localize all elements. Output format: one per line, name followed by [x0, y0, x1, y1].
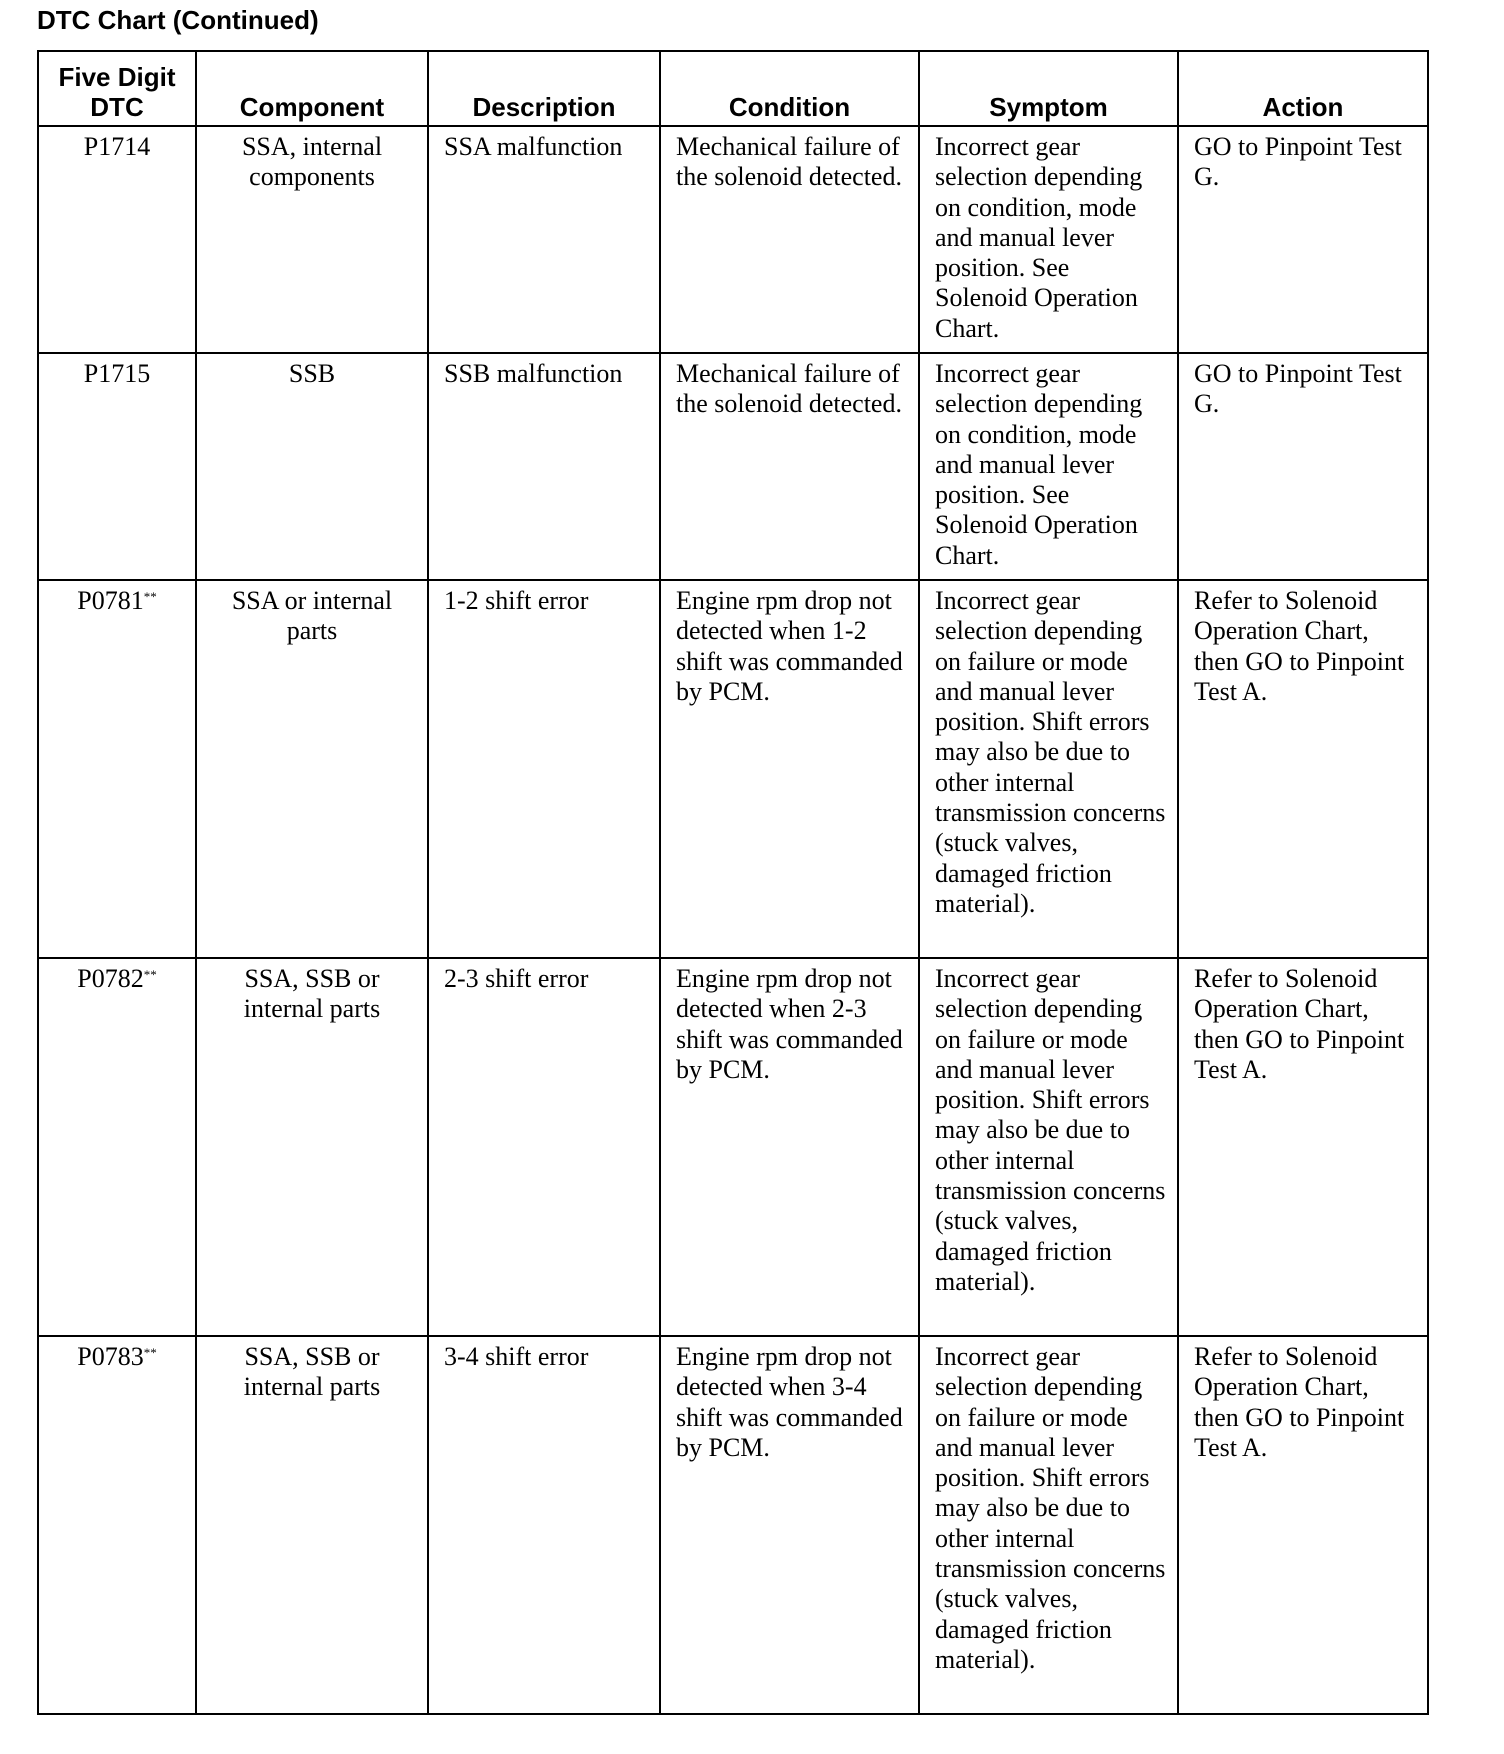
dtc-table	[37, 50, 1429, 1715]
dtc-code-cell: P1714	[38, 126, 196, 353]
description-cell: 2-3 shift error	[428, 958, 660, 1336]
action-cell: GO to Pinpoint Test G.	[1178, 353, 1428, 580]
description-cell: 1-2 shift error	[428, 580, 660, 958]
symptom-cell: Incorrect gear selection depending on failure or mode and manual lever position. Shift errors may also be due to other internal transmission concerns (stuck valves, damaged friction material).	[919, 958, 1178, 1336]
dtc-code-cell: P0783**	[38, 1336, 196, 1714]
table-row	[38, 126, 1428, 353]
symptom-cell: Incorrect gear selection depending on failure or mode and manual lever position. Shift errors may also be due to other internal transmission concerns (stuck valves, damaged friction material).	[919, 1336, 1178, 1714]
component-cell: SSB	[196, 353, 428, 580]
header-action: Action	[1178, 51, 1428, 126]
footnote-mark: **	[143, 589, 157, 604]
description-cell: SSB malfunction	[428, 353, 660, 580]
dtc-code-cell: P0782**	[38, 958, 196, 1336]
description-cell: 3-4 shift error	[428, 1336, 660, 1714]
header-symptom: Symptom	[919, 51, 1178, 126]
condition-cell: Engine rpm drop not detected when 1-2 shift was commanded by PCM.	[660, 580, 919, 958]
symptom-cell: Incorrect gear selection depending on condition, mode and manual lever position. See Solenoid Operation Chart.	[919, 126, 1178, 353]
action-cell: GO to Pinpoint Test G.	[1178, 126, 1428, 353]
header-row	[38, 51, 1428, 126]
action-cell: Refer to Solenoid Operation Chart, then GO to Pinpoint Test A.	[1178, 580, 1428, 958]
table-row	[38, 353, 1428, 580]
footnote-mark: **	[143, 1345, 157, 1360]
header-description: Description	[428, 51, 660, 126]
symptom-cell: Incorrect gear selection depending on condition, mode and manual lever position. See Solenoid Operation Chart.	[919, 353, 1178, 580]
header-component: Component	[196, 51, 428, 126]
footnote-mark: **	[143, 967, 157, 982]
action-cell: Refer to Solenoid Operation Chart, then GO to Pinpoint Test A.	[1178, 1336, 1428, 1714]
table-row	[38, 958, 1428, 1336]
component-cell: SSA or internal parts	[196, 580, 428, 958]
dtc-code-cell: P0781**	[38, 580, 196, 958]
page-title: DTC Chart (Continued)	[37, 5, 319, 35]
component-cell: SSA, internal components	[196, 126, 428, 353]
description-cell: SSA malfunction	[428, 126, 660, 353]
table-row	[38, 580, 1428, 958]
action-cell: Refer to Solenoid Operation Chart, then GO to Pinpoint Test A.	[1178, 958, 1428, 1336]
component-cell: SSA, SSB or internal parts	[196, 958, 428, 1336]
header-condition: Condition	[660, 51, 919, 126]
condition-cell: Mechanical failure of the solenoid detected.	[660, 126, 919, 353]
condition-cell: Engine rpm drop not detected when 2-3 shift was commanded by PCM.	[660, 958, 919, 1336]
dtc-code-cell: P1715	[38, 353, 196, 580]
condition-cell: Mechanical failure of the solenoid detected.	[660, 353, 919, 580]
component-cell: SSA, SSB or internal parts	[196, 1336, 428, 1714]
header-dtc: Five Digit DTC	[38, 51, 196, 126]
symptom-cell: Incorrect gear selection depending on failure or mode and manual lever position. Shift errors may also be due to other internal transmission concerns (stuck valves, damaged friction material).	[919, 580, 1178, 958]
condition-cell: Engine rpm drop not detected when 3-4 shift was commanded by PCM.	[660, 1336, 919, 1714]
table-row	[38, 1336, 1428, 1714]
